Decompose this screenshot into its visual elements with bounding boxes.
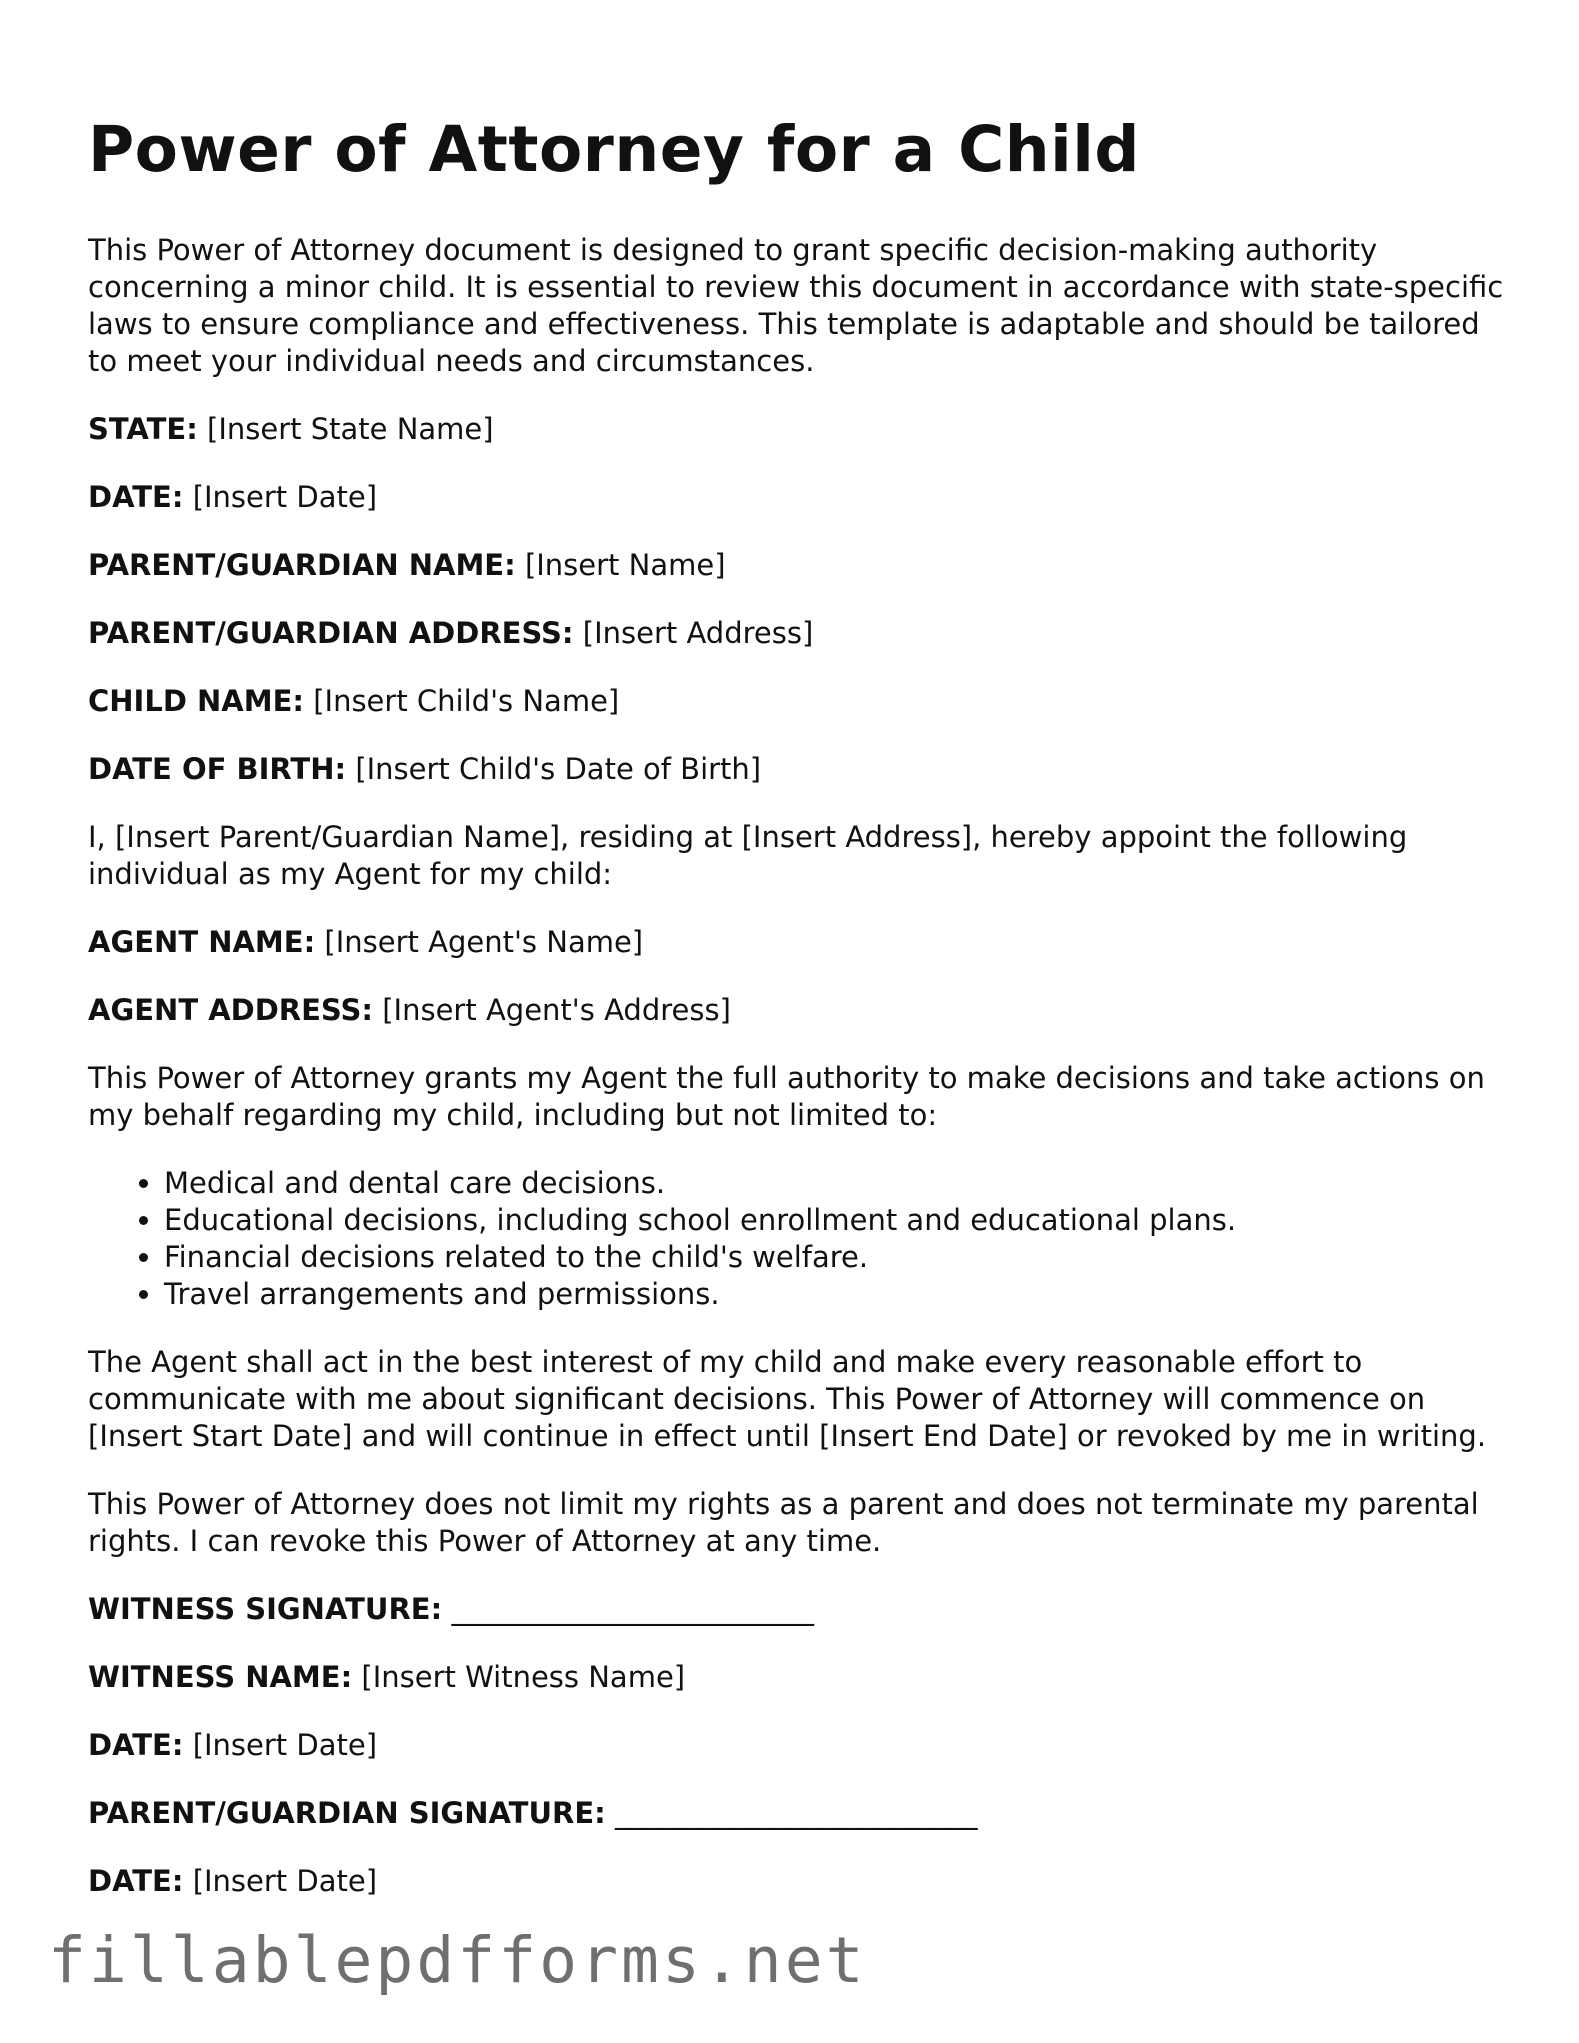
signature-line: _________________________ [451,1592,814,1626]
field-value: [Insert Agent's Address] [382,993,731,1027]
field-value: [Insert Date] [192,1728,378,1762]
field-value: [Insert Child's Name] [313,684,620,718]
parent-name-field [88,547,1508,584]
field-value: [Insert Name] [524,548,726,582]
field-label: WITNESS NAME: [88,1660,353,1694]
field-label: PARENT/GUARDIAN NAME: [88,548,516,582]
grant-paragraph: This Power of Attorney grants my Agent the full authority to make decisions and take actions on my behalf regarding my child, including but not limited to: [88,1061,1485,1132]
intro-paragraph: This Power of Attorney document is designed to grant specific decision-making authority concerning a minor child. It is essential to review this document in accordance with state-specific laws to ensure compliance and effectiveness. This template is adaptable and should be tailored to meet your individual needs and circumstances. [88,233,1504,378]
appointment-paragraph: I, [Insert Parent/Guardian Name], residing at [Insert Address], hereby appoint the following individual as my Agent for my child: [88,820,1408,891]
field-label: WITNESS SIGNATURE: [88,1592,443,1626]
field-label: DATE: [88,480,184,514]
list-item: • Travel arrangements and permissions. [164,1276,1508,1313]
powers-list [88,1165,1508,1313]
witness-signature-field [88,1591,1508,1628]
field-label: PARENT/GUARDIAN SIGNATURE: [88,1796,606,1830]
signature-line: _________________________ [614,1796,978,1830]
parental-rights-paragraph: This Power of Attorney does not limit my rights as a parent and does not terminate my parental rights. I can revoke this Power of Attorney at any time. [88,1487,1479,1558]
field-label: DATE: [88,1864,184,1898]
parent-address-field [88,615,1508,652]
field-label: AGENT ADDRESS: [88,993,374,1027]
field-value: [Insert Witness Name] [361,1660,686,1694]
document-page [88,108,1508,1900]
document-title: Power of Attorney for a Child [88,113,1140,186]
list-item: • Educational decisions, including school enrollment and educational plans. [164,1202,1508,1239]
list-item: • Medical and dental care decisions. [164,1165,1508,1202]
date-field [88,479,1508,516]
witness-name-field [88,1659,1508,1696]
list-item: • Financial decisions related to the child's welfare. [164,1239,1508,1276]
agent-name-field [88,924,1508,961]
state-field [88,411,1508,448]
field-label: PARENT/GUARDIAN ADDRESS: [88,616,574,650]
field-value: [Insert State Name] [207,412,494,446]
field-label: DATE OF BIRTH: [88,752,347,786]
date-of-birth-field [88,751,1508,788]
witness-date-field [88,1727,1508,1764]
field-value: [Insert Child's Date of Birth] [355,752,762,786]
field-label: DATE: [88,1728,184,1762]
agent-address-field [88,992,1508,1029]
agent-duty-paragraph: The Agent shall act in the best interest of my child and make every reasonable effort to communicate with me about significant decisions. This Power of Attorney will commence on [Insert Start Date] and will continue in effect until [Insert End Date] or revoked by me in writing. [88,1345,1487,1453]
parent-date-field [88,1863,1508,1900]
field-value: [Insert Date] [192,1864,378,1898]
field-label: STATE: [88,412,198,446]
site-watermark: fillablepdfforms.net [48,1924,867,1997]
field-value: [Insert Address] [582,616,814,650]
field-label: CHILD NAME: [88,684,304,718]
field-label: AGENT NAME: [88,925,316,959]
field-value: [Insert Agent's Name] [324,925,644,959]
child-name-field [88,683,1508,720]
parent-signature-field [88,1795,1508,1832]
field-value: [Insert Date] [192,480,378,514]
